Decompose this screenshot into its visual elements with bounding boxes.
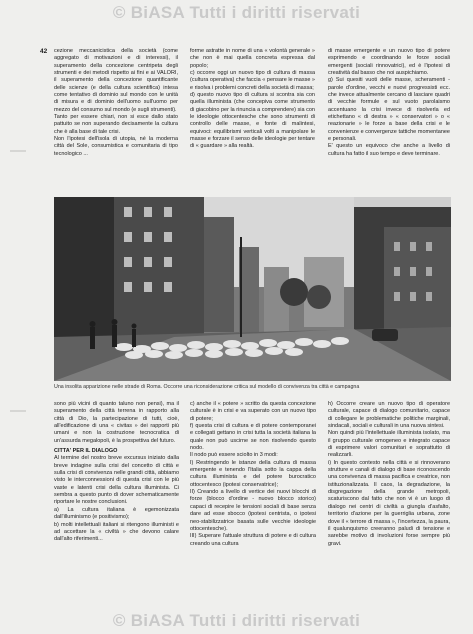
photo-caption: Una insolita apparizione nelle strade di Roma. Occorre una riconsiderazione critica sul modello di convivenza tra città e campagna bbox=[54, 384, 360, 390]
paragraph: c) anche il « potere » scritto da questa concezione culturale è in crisi e va superato con un nuovo tipo di potere; bbox=[190, 401, 316, 422]
paragraph: Al termine del nostro breve excursus iniziato dalla breve indagine sulla crisi del concetto di città e sulla crisi di convivenza nelle grandi città, abbiamo visto le interconnessioni di questa crisi con le più vaste e latenti crisi della cultura illuminista. Ci sembra a questo punto di dover schematicamente riportare le nostre conclusioni. bbox=[54, 455, 179, 506]
paragraph: Non l'ipotesi dell'isola di utopia, né la moderna città del Sole, consumistica e comunitaria di tipo tecnologico ... bbox=[54, 136, 178, 157]
paragraph: cezione meccanicistica della società (come aggregato di motivazioni e di interessi), il superamento della concezione centripeta degli strumenti e dei metodi rispetto ai fini e ai VALORI, il superamento della concezione quantificante delle scienze (e della cultura scientifica) intesa come tentativo di dominio sul mondo con le unità di misura e di dominio dell'uomo sull'uomo per mezzo del consumo sul mondo (e sugli strumenti). bbox=[54, 48, 178, 113]
paragraph: II) Creando a livello di vertice dei nuovi blocchi di forze (blocco d'ordine - nuovo blocco storico) capaci di recepire le tensioni sociali di base senza dare ad esse sbocco (ipotesi centrista, o ipotesi neo-stabilizzatrice basata sulle vecchie ideologie ottocentesche). bbox=[190, 489, 316, 532]
text-column-6 bbox=[328, 401, 450, 611]
paragraph: a) La cultura italiana è egemonizzata dall'illuminismo (e positivismo); bbox=[54, 506, 179, 521]
paragraph: I) Restringendo le istanze della cultura di massa emergente e tenendo l'Italia sotto la cappa della cultura illuminista e del potere burocratico ottocentesco (ipotesi conservatrice); bbox=[190, 459, 316, 488]
paragraph: h) Occorre creare un nuovo tipo di operatore culturale, capace di dialogo comunitario, capace di collegare le problematiche politiche marginali, sindacali, sociali e culturali in una nuova sintesi. bbox=[328, 401, 450, 430]
paragraph: III) Superare l'attuale struttura di potere e di cultura creando una cultura bbox=[190, 533, 316, 547]
margin-mark bbox=[10, 410, 26, 412]
text-column-3 bbox=[328, 48, 450, 194]
copyright-watermark-bottom: © BiASA Tutti i diritti riservati bbox=[112, 611, 361, 630]
paragraph: E' questo un equivoco che anche a livello di cultura ha fatto il suo tempo e deve terminare. bbox=[328, 143, 450, 157]
paragraph: i) In questo contesto nella città e si rinnoverano strutture e canali di dialogo di base riconoscendo una convivenza di massa pacifica e creatrice, non istituzionalizzata. Il caos, la degradazione, la disgregazione della grande metropoli, scaturiscono dal fatto che non vi è un luogo di dialogo nei centri di civiltà a giungla d'asfalto, territorio d'azione per la guerriglia urbana, zone dove il « terrore di massa », l'incertezza, la paura, il qualunquismo creeranno paludi di tensione e sarebbe motivo di involuzioni forse sempre più gravi. bbox=[328, 459, 450, 547]
paragraph: Il nodo può essere sciolto in 3 modi: bbox=[190, 452, 278, 459]
paragraph: d) questo nuovo tipo di cultura si scontra sia con quella illuminista (che concepiva come strumento di giacobino per la rinuncia a comprendere) sia con le ideologie ottocentesche che sono strumenti di controllo delle masse, e fonte di malintesi, equivoci: equilibrismi verticali volti a manipolare le masse e forzare il senso delle ideologie per tentare di « guardare » alla realtà. bbox=[190, 92, 315, 150]
photo-street-sheep bbox=[54, 197, 451, 381]
text-column-4 bbox=[54, 401, 179, 611]
text-column-2 bbox=[190, 48, 315, 194]
paragraph: f) questa crisi di cultura e di potere contemporanei e collegati gettano in crisi tutta la società italiana la quale non può uscirne se non risolvendo questo nodo. bbox=[190, 423, 316, 452]
paragraph: b) molti intellettuali italiani si ritengono illuministi e ad accettare la « civiltà » che devono calare dall'alto riferimenti... bbox=[54, 521, 179, 543]
paragraph: di masse emergente e un nuovo tipo di potere esprimendo e coordinando le forze sociali emergenti (sociali rinnovatrici), ed è l'ipotesi di creatività dal basso che noi auspichiamo. bbox=[328, 48, 450, 77]
paragraph: sono più vicini di quanto taluno non pensi), ma il superamento della città terrena in rapporto alla città di Dio, la partecipazione di tutti, cioè, all'edificazione di una « civitas » dei rapporti più umani e non la costruzione tecnocratica di un'assurda megalopoli, è la prospettiva del futuro. bbox=[54, 401, 179, 444]
margin-mark bbox=[10, 150, 26, 152]
copyright-watermark-top: © BiASA Tutti i diritti riservati bbox=[112, 3, 361, 22]
paragraph: forme astratte in nome di una « volontà generale » che non è mai quella concreta espressa dal popolo; bbox=[190, 48, 315, 69]
text-column-5 bbox=[190, 401, 316, 611]
page-number: 42 bbox=[40, 48, 48, 55]
paragraph: g) Sui quesiti vuoti delle masse, scheramenti - parole d'ordine, vecchi e nuovi progressisti ecc. che invece attualmente cercano di lasciare quadri di vecchie formule e sul vuoto parolaismo accentuano la crisi invece di risolverla ed etichettano « di destra » « conservatori » o « reazionarie » le forze a base della crisi e le convenienze e convergenze tattiche momentanee e personali. bbox=[328, 77, 450, 143]
paragraph: Tanto per essere chiari, non si esce dallo stato pattuito se non superando decisamente la cultura che è alla base di tale crisi. bbox=[54, 114, 178, 135]
text-column-1 bbox=[54, 48, 178, 194]
section-heading: CITTA' PER IL DIALOGO bbox=[54, 448, 118, 455]
street-photo bbox=[54, 197, 451, 381]
paragraph: c) occorre oggi un nuovo tipo di cultura di massa (cultura operativa) che faccia « pensare le masse » e risolva i problemi concreti della società di massa; bbox=[190, 70, 315, 91]
paragraph: Non quindi più l'intellettuale illuminista isolato, ma il gruppo culturale omogeneo e integrato capace di esprimere valori comunitari e soprattutto di realizzarli. bbox=[328, 430, 450, 459]
